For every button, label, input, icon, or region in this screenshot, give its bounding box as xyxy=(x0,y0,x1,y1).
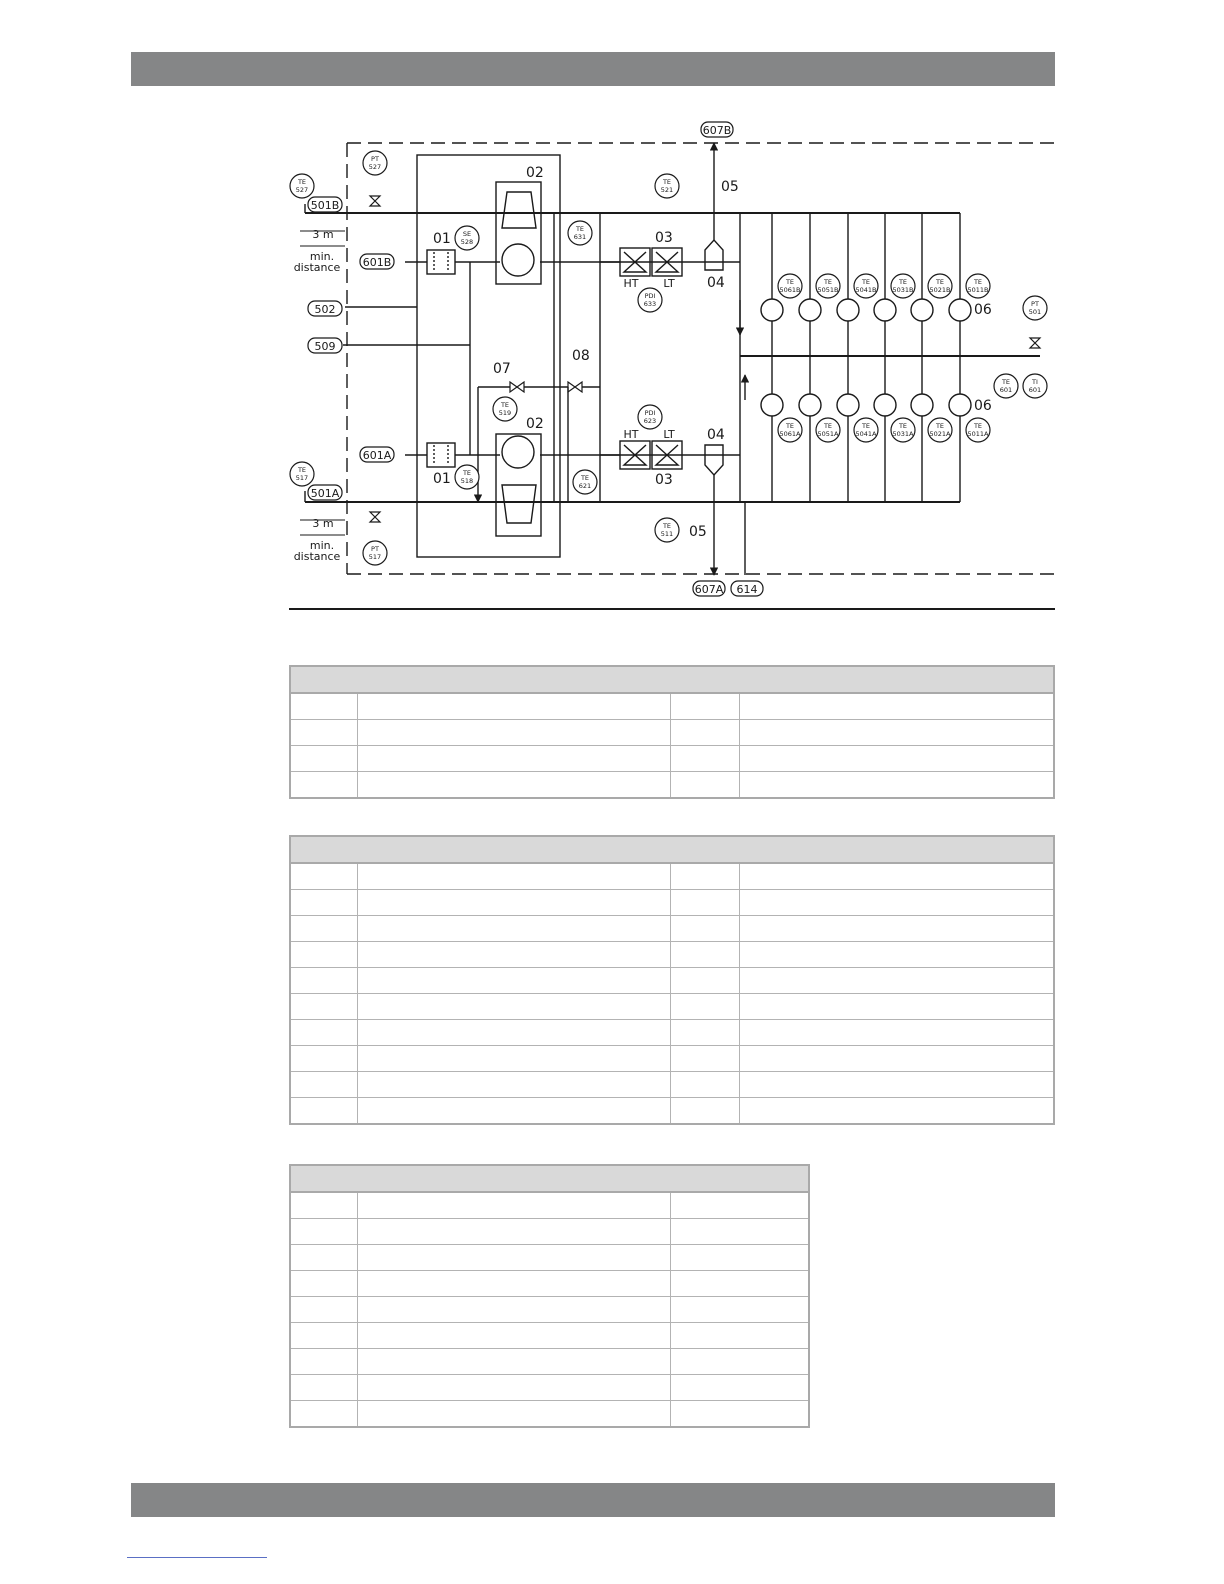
table-cell xyxy=(740,890,1054,916)
inst-te621-type: TE xyxy=(580,474,590,482)
table-cell xyxy=(358,968,671,994)
table-cell xyxy=(290,1245,358,1271)
inst-pt527-type: PT xyxy=(371,155,379,163)
inst-pt517-type: PT xyxy=(371,545,379,553)
table-cell xyxy=(290,994,358,1020)
table-cell xyxy=(740,916,1054,942)
table-row xyxy=(290,863,1054,890)
table-cell xyxy=(290,1072,358,1098)
table-cell xyxy=(358,1323,671,1349)
dim-label-upper: 3 m xyxy=(312,228,334,241)
pipe-connections-body xyxy=(290,863,1054,1124)
table-cell xyxy=(671,863,740,890)
table-row xyxy=(290,890,1054,916)
filter-upper xyxy=(427,250,455,274)
label-01-upper: 01 xyxy=(433,231,451,247)
table-cell xyxy=(740,1046,1054,1072)
pipe-connections-table xyxy=(289,835,1055,1125)
table-cell xyxy=(358,1046,671,1072)
table-header xyxy=(290,666,1054,693)
table-cell xyxy=(671,1219,809,1245)
inst-top-2-type: TE xyxy=(823,278,833,286)
table-cell xyxy=(358,916,671,942)
table-cell xyxy=(290,968,358,994)
table-row xyxy=(290,746,1054,772)
inst-ti601-type: TI xyxy=(1032,378,1038,386)
conn-607a: 607A xyxy=(694,583,724,596)
inst-top-4-num: 5031B xyxy=(892,286,914,294)
footer-link-underline[interactable] xyxy=(127,1557,267,1558)
inst-te517-type: TE xyxy=(297,466,307,474)
distance-label-lower: distance xyxy=(293,550,341,563)
table-cell xyxy=(671,746,740,772)
table-row xyxy=(290,942,1054,968)
table-cell xyxy=(358,1349,671,1375)
inst-bottom-2-type: TE xyxy=(823,422,833,430)
inst-te631-type: TE xyxy=(575,225,585,233)
inst-ti601-num: 601 xyxy=(1028,386,1042,394)
table-cell xyxy=(671,942,740,968)
inst-te511-num: 511 xyxy=(660,530,674,538)
table-cell xyxy=(290,1020,358,1046)
table-cell xyxy=(671,1297,809,1323)
table-cell xyxy=(740,968,1054,994)
filter-lower xyxy=(427,443,455,467)
inst-te517-num: 517 xyxy=(295,474,309,482)
table-row xyxy=(290,1072,1054,1098)
inst-bottom-6-type: TE xyxy=(973,422,983,430)
label-02-lower: 02 xyxy=(526,416,544,432)
table-cell xyxy=(290,772,358,799)
separator-lower xyxy=(705,445,723,475)
inst-top-1-type: TE xyxy=(785,278,795,286)
table-row xyxy=(290,916,1054,942)
inst-pt527-num: 527 xyxy=(368,163,382,171)
inst-pdi623-type: PDI xyxy=(644,409,656,417)
inst-pdi633-num: 633 xyxy=(643,300,657,308)
table-cell xyxy=(290,1192,358,1219)
inst-te527-num: 527 xyxy=(295,186,309,194)
table-row xyxy=(290,1375,809,1401)
table-cell xyxy=(290,1323,358,1349)
label-07: 07 xyxy=(493,361,511,377)
table-cell xyxy=(740,720,1054,746)
table-row xyxy=(290,772,1054,799)
table-cell xyxy=(740,693,1054,720)
table-cell xyxy=(671,1375,809,1401)
separator-upper xyxy=(705,240,723,270)
conn-509: 509 xyxy=(314,340,336,353)
inst-pt501-num: 501 xyxy=(1028,308,1042,316)
table-row xyxy=(290,1297,809,1323)
table-cell xyxy=(358,1192,671,1219)
table-cell xyxy=(671,1192,809,1219)
label-04-upper: 04 xyxy=(707,275,725,291)
table-cell xyxy=(290,1271,358,1297)
conn-502: 502 xyxy=(314,303,336,316)
inst-pdi623-num: 623 xyxy=(643,417,657,425)
table-cell xyxy=(671,890,740,916)
inst-top-6-type: TE xyxy=(973,278,983,286)
system-components-body xyxy=(290,693,1054,798)
table-header xyxy=(290,1165,671,1192)
table-cell xyxy=(740,863,1054,890)
table-cell xyxy=(740,772,1054,799)
ht-label-lower: HT xyxy=(623,428,639,441)
table-cell xyxy=(358,1072,671,1098)
table-cell xyxy=(290,1098,358,1125)
table-cell xyxy=(290,1219,358,1245)
table-cell xyxy=(358,1098,671,1125)
table-row xyxy=(290,1046,1054,1072)
inst-se528-type: SE xyxy=(462,230,472,238)
inst-bottom-4-num: 5031A xyxy=(892,430,914,438)
table-cell xyxy=(290,1375,358,1401)
min-label-lower: min. xyxy=(309,539,335,552)
table-cell xyxy=(358,863,671,890)
table-cell xyxy=(290,1297,358,1323)
inst-top-2-num: 5051B xyxy=(817,286,839,294)
inst-top-6-num: 5011B xyxy=(967,286,989,294)
inst-bottom-6-num: 5011A xyxy=(967,430,989,438)
table-row xyxy=(290,1245,809,1271)
lt-label-lower: LT xyxy=(663,428,675,441)
inst-te601-type: TE xyxy=(1001,378,1011,386)
table-cell xyxy=(358,1245,671,1271)
inst-top-3-num: 5041B xyxy=(855,286,877,294)
inst-te519-type: TE xyxy=(500,401,510,409)
table-cell xyxy=(671,1349,809,1375)
table-cell xyxy=(671,693,740,720)
inst-top-3-type: TE xyxy=(861,278,871,286)
table-row xyxy=(290,693,1054,720)
table-cell xyxy=(290,1401,358,1428)
inst-te521-type: TE xyxy=(662,178,672,186)
inst-te518-type: TE xyxy=(462,469,472,477)
lt-label-upper: LT xyxy=(663,277,675,290)
distance-label-upper: distance xyxy=(293,261,341,274)
conn-601b: 601B xyxy=(362,256,392,269)
table-cell xyxy=(671,772,740,799)
label-06-lower: 06 xyxy=(974,398,992,414)
table-cell xyxy=(671,1401,809,1428)
table-cell xyxy=(290,1046,358,1072)
inst-bottom-5-num: 5021A xyxy=(929,430,951,438)
inst-te601-num: 601 xyxy=(999,386,1013,394)
table-row xyxy=(290,1323,809,1349)
label-01-lower: 01 xyxy=(433,471,451,487)
table-cell xyxy=(740,1020,1054,1046)
table-cell xyxy=(358,890,671,916)
table-cell xyxy=(358,693,671,720)
table-cell xyxy=(358,1271,671,1297)
inst-te518-num: 518 xyxy=(460,477,474,485)
table-cell xyxy=(290,720,358,746)
table-cell xyxy=(671,1020,740,1046)
min-label-upper: min. xyxy=(309,250,335,263)
engine-block xyxy=(417,155,560,557)
label-05-lower: 05 xyxy=(689,524,707,540)
table-row xyxy=(290,968,1054,994)
table-cell xyxy=(740,1072,1054,1098)
system-components-table xyxy=(289,665,1055,799)
turbocharger-upper xyxy=(496,182,541,284)
table-cell xyxy=(671,1323,809,1349)
table-cell xyxy=(358,746,671,772)
inst-pdi633-type: PDI xyxy=(644,292,656,300)
label-08: 08 xyxy=(572,348,590,364)
table-cell xyxy=(671,1072,740,1098)
sensors-body xyxy=(290,1192,809,1427)
table-cell xyxy=(290,746,358,772)
table-cell xyxy=(671,968,740,994)
inst-pt501-type: PT xyxy=(1031,300,1039,308)
diagram-divider xyxy=(289,608,1055,610)
conn-501b: 501B xyxy=(310,199,340,212)
table-row xyxy=(290,1271,809,1297)
table-row xyxy=(290,1401,809,1428)
table-cell xyxy=(290,916,358,942)
table-cell xyxy=(358,994,671,1020)
table-cell xyxy=(358,720,671,746)
inst-bottom-2-num: 5051A xyxy=(817,430,839,438)
inst-te511-type: TE xyxy=(662,522,672,530)
inst-bottom-3-num: 5041A xyxy=(855,430,877,438)
inst-te527-type: TE xyxy=(297,178,307,186)
table-cell xyxy=(358,1020,671,1046)
table-cell xyxy=(740,746,1054,772)
table-header xyxy=(671,1165,809,1192)
table-cell xyxy=(358,772,671,799)
label-04-lower: 04 xyxy=(707,427,725,443)
label-03-upper: 03 xyxy=(655,230,673,246)
inst-top-4-type: TE xyxy=(898,278,908,286)
table-cell xyxy=(358,1297,671,1323)
label-05-upper: 05 xyxy=(721,179,739,195)
table-cell xyxy=(740,1098,1054,1125)
table-row xyxy=(290,720,1054,746)
inst-bottom-3-type: TE xyxy=(861,422,871,430)
table-cell xyxy=(671,1098,740,1125)
table-cell xyxy=(671,1271,809,1297)
label-02-upper: 02 xyxy=(526,165,544,181)
conn-614: 614 xyxy=(736,583,758,596)
table-cell xyxy=(290,1349,358,1375)
footer-bar xyxy=(131,1483,1055,1517)
conn-607b: 607B xyxy=(702,124,732,137)
table-cell xyxy=(671,1046,740,1072)
inst-te519-num: 519 xyxy=(498,409,512,417)
table-cell xyxy=(358,1401,671,1428)
table-cell xyxy=(290,693,358,720)
ht-label-upper: HT xyxy=(623,277,639,290)
table-row xyxy=(290,1192,809,1219)
table-row xyxy=(290,994,1054,1020)
inst-te621-num: 621 xyxy=(578,482,592,490)
table-cell xyxy=(290,942,358,968)
table-cell xyxy=(740,942,1054,968)
inst-top-1-num: 5061B xyxy=(779,286,801,294)
inst-pt517-num: 517 xyxy=(368,553,382,561)
inst-bottom-1-num: 5061A xyxy=(779,430,801,438)
conn-601a: 601A xyxy=(362,449,392,462)
inst-te631-num: 631 xyxy=(573,233,587,241)
table-cell xyxy=(671,994,740,1020)
table-cell xyxy=(358,1375,671,1401)
table-cell xyxy=(671,916,740,942)
table-cell xyxy=(671,1245,809,1271)
inst-bottom-1-type: TE xyxy=(785,422,795,430)
inst-top-5-num: 5021B xyxy=(929,286,951,294)
table-row xyxy=(290,1219,809,1245)
table-cell xyxy=(740,994,1054,1020)
conn-501a: 501A xyxy=(310,487,340,500)
inst-bottom-4-type: TE xyxy=(898,422,908,430)
inst-se528-num: 528 xyxy=(460,238,474,246)
label-06-upper: 06 xyxy=(974,302,992,318)
inst-te521-num: 521 xyxy=(660,186,674,194)
inst-top-5-type: TE xyxy=(935,278,945,286)
system-boundary xyxy=(347,143,1055,574)
table-row xyxy=(290,1349,809,1375)
table-cell xyxy=(358,942,671,968)
table-header xyxy=(290,836,1054,863)
table-row xyxy=(290,1020,1054,1046)
table-cell xyxy=(671,720,740,746)
table-row xyxy=(290,1098,1054,1125)
table-cell xyxy=(290,890,358,916)
sensors-table xyxy=(289,1164,810,1428)
label-03-lower: 03 xyxy=(655,472,673,488)
table-cell xyxy=(290,863,358,890)
piping-diagram xyxy=(0,0,1224,620)
dim-label-lower: 3 m xyxy=(312,517,334,530)
table-cell xyxy=(358,1219,671,1245)
inst-bottom-5-type: TE xyxy=(935,422,945,430)
